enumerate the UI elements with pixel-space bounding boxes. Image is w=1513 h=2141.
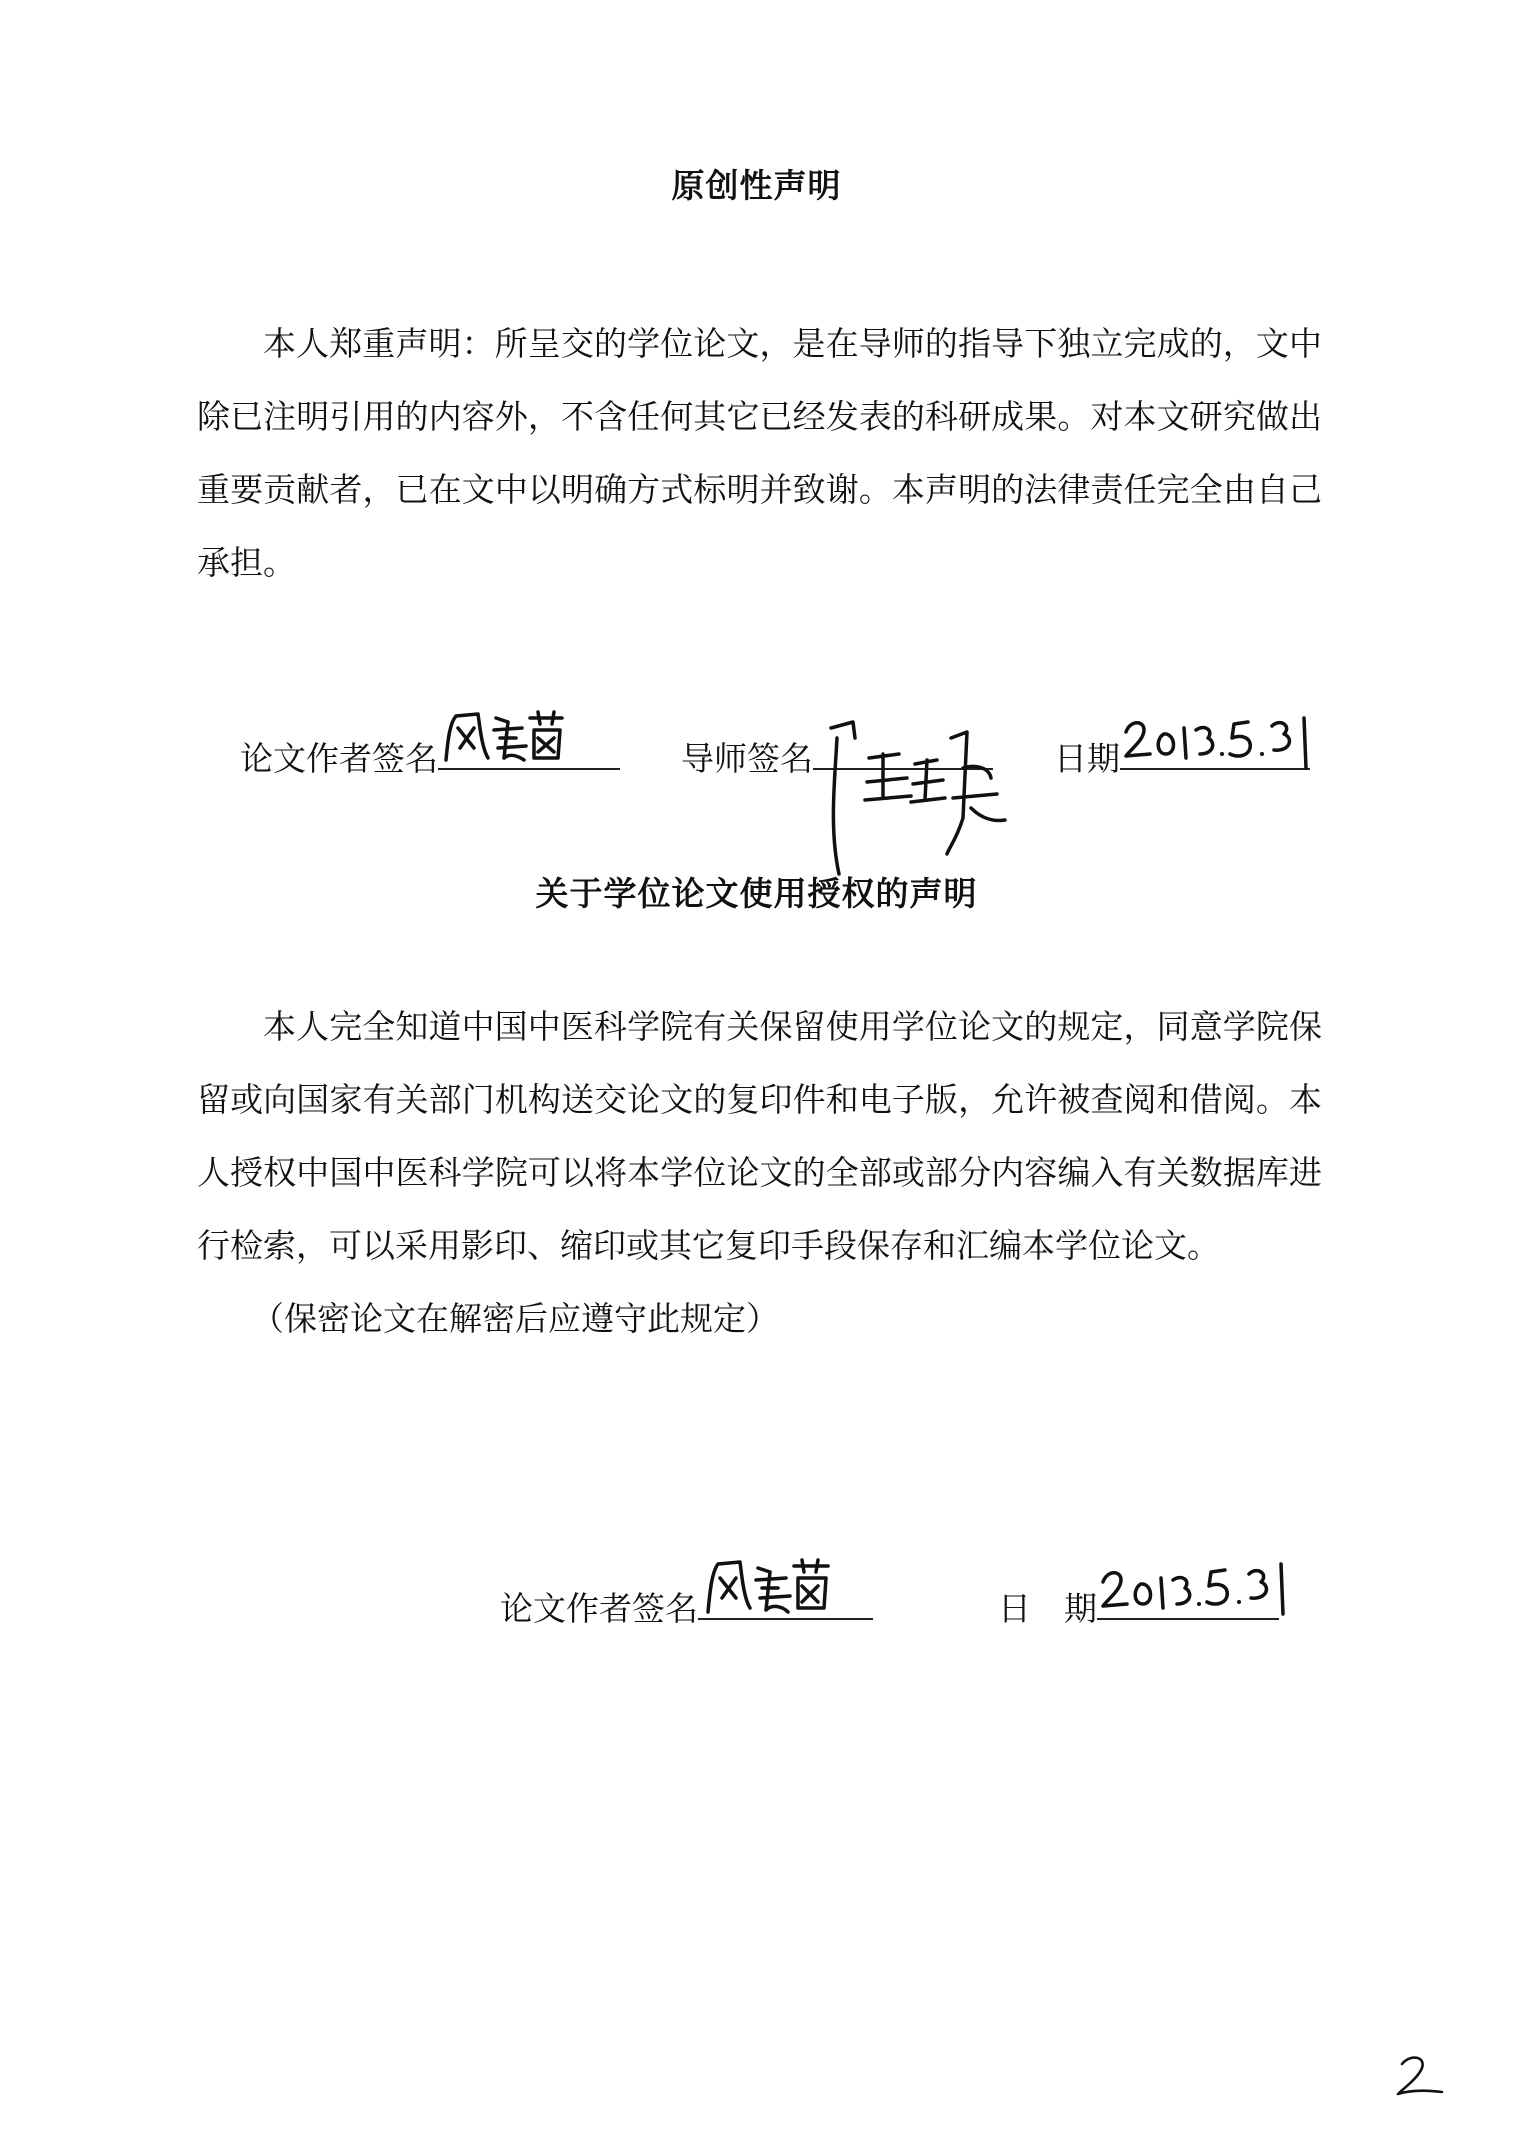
section2-signature-line [500,1582,1279,1630]
advisor-signature-field [813,732,993,770]
section1-paragraph [197,307,1322,599]
section2-title: 关于学位论文使用授权的声明 [535,874,978,913]
author-sign-label: 论文作者签名 [240,739,438,778]
author-sign-label-2: 论文作者签名 [500,1589,698,1628]
section1-title: 原创性声明 [671,166,842,205]
advisor-signature-drawing [817,698,1017,878]
section2-paragraph-text: 本人完全知道中国中医科学院有关保留使用学位论文的规定，同意学院保留或向国家有关部门机构送交论文的复印件和电子版，允许被查阅和借阅。本人授权中国中医科学院可以将本学位论文的全部或部分内容编入有关数据库进行检索，可以采用影印、缩印或其它复印手段保存和汇编本学位论文。 [197,1007,1322,1265]
date-label: 日期 [1054,739,1120,778]
advisor-sign-label: 导师签名 [681,739,813,778]
author-signature-2 [698,1556,838,1618]
section1-signature-line [240,732,1310,780]
author-signature-drawing [438,708,568,768]
date-field [1120,732,1310,770]
author-signature-2-drawing [698,1556,838,1618]
author-signature [438,708,568,768]
section1-paragraph-text: 本人郑重声明：所呈交的学位论文，是在导师的指导下独立完成的，文中除已注明引用的内容外，不含任何其它已经发表的科研成果。对本文研究做出重要贡献者，已在文中以明确方式标明并致谢。本声明的法律责任完全由自己承担。 [197,324,1322,582]
date-value-2 [1097,1552,1297,1622]
date-value [1120,698,1330,778]
date-field-2 [1097,1582,1279,1620]
advisor-signature [817,698,1017,878]
section2-paragraph [197,990,1322,1355]
author-signature-field [438,732,620,770]
page-number-drawing [1390,2050,1450,2100]
date-label-2: 日 期 [998,1589,1097,1628]
confidential-note: （保密论文在解密后应遵守此规定） [251,1299,779,1338]
author-signature-field-2 [698,1582,873,1620]
date-handwriting-2 [1097,1552,1297,1622]
date-handwriting [1120,698,1330,778]
page-number-mark [1390,2050,1450,2104]
